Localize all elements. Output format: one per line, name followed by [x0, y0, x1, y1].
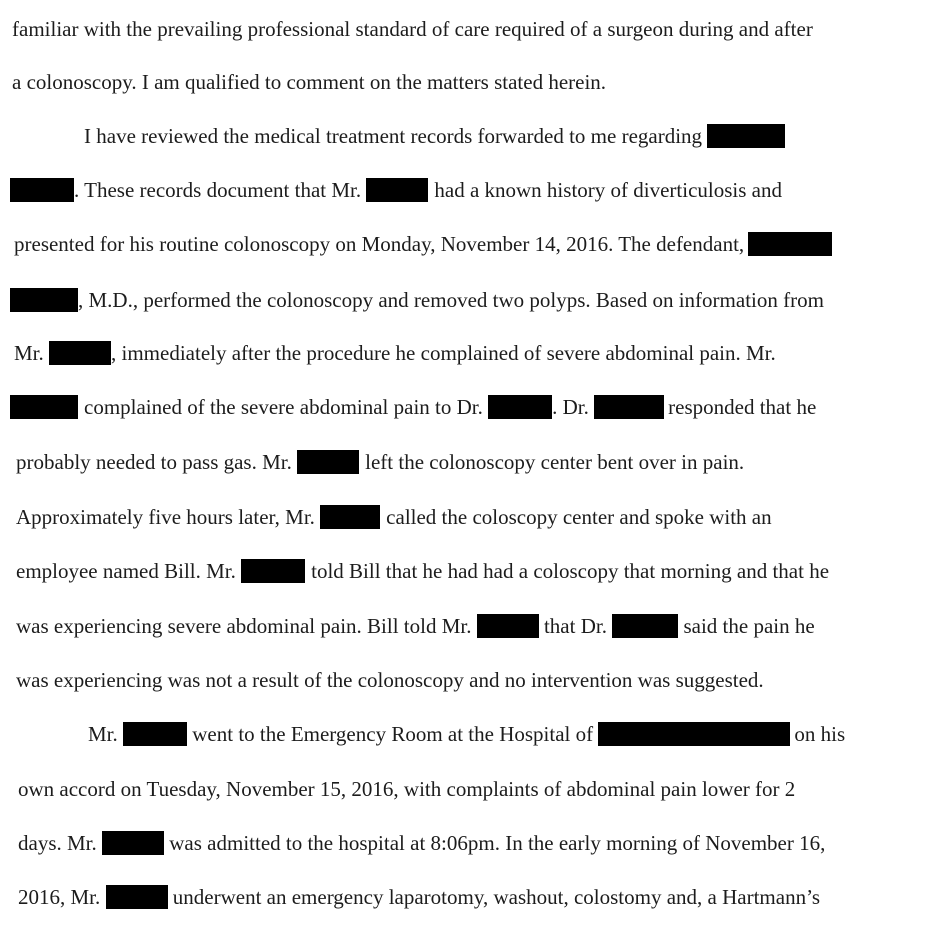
redaction-bar [612, 614, 678, 638]
text-segment: own accord on Tuesday, November 15, 2016, with complaints of abdominal pain lower for 2 [18, 777, 796, 802]
text-line [16, 447, 744, 473]
text-line [10, 175, 782, 201]
text-line [84, 121, 785, 147]
text-segment: , immediately after the procedure he complained of severe abdominal pain. Mr. [111, 341, 776, 366]
redaction-bar [598, 722, 790, 746]
text-segment: 2016, Mr. [18, 885, 106, 910]
text-line [18, 828, 825, 854]
text-segment: . Dr. [552, 395, 595, 420]
text-segment: . These records document that Mr. [74, 178, 367, 203]
redaction-bar [106, 885, 168, 909]
text-line [16, 611, 815, 637]
redaction-bar [10, 288, 78, 312]
redaction-bar [10, 395, 78, 419]
text-segment: that Dr. [538, 614, 613, 639]
redaction-bar [102, 831, 164, 855]
text-line [18, 882, 820, 908]
text-segment: , M.D., performed the colonoscopy and removed two polyps. Based on information from [78, 288, 824, 313]
text-segment: responded that he [668, 395, 817, 420]
redaction-bar [320, 505, 380, 529]
redaction-bar [594, 395, 664, 419]
text-segment: called the coloscopy center and spoke with an [386, 505, 772, 530]
text-segment: was admitted to the hospital at 8:06pm. In the early morning of November 16, [164, 831, 826, 856]
text-segment: familiar with the prevailing professional standard of care required of a surgeon during and after [12, 17, 813, 42]
text-line [12, 14, 813, 40]
text-line [10, 285, 824, 311]
text-segment: left the colonoscopy center bent over in pain. [365, 450, 745, 475]
text-segment: was experiencing severe abdominal pain. Bill told Mr. [16, 614, 477, 639]
text-segment: told Bill that he had had a coloscopy that morning and that he [311, 559, 830, 584]
text-line [18, 774, 795, 800]
text-line [16, 502, 772, 528]
text-segment: on his [794, 722, 846, 747]
redaction-bar [366, 178, 428, 202]
text-segment: underwent an emergency laparotomy, washout, colostomy and, a Hartmann’s [167, 885, 821, 910]
text-segment: Approximately five hours later, Mr. [16, 505, 321, 530]
redaction-bar [488, 395, 552, 419]
redaction-bar [477, 614, 539, 638]
text-segment: employee named Bill. Mr. [16, 559, 242, 584]
text-line [16, 665, 764, 691]
text-segment: presented for his routine colonoscopy on Monday, November 14, 2016. The defendant, [14, 232, 745, 257]
redaction-bar [49, 341, 111, 365]
text-line [12, 67, 606, 93]
text-segment: a colonoscopy. I am qualified to comment on the matters stated herein. [12, 70, 607, 95]
text-segment: had a known history of diverticulosis and [434, 178, 782, 203]
redaction-bar [707, 124, 785, 148]
text-segment: was experiencing was not a result of the colonoscopy and no intervention was suggested. [16, 668, 764, 693]
redaction-bar [123, 722, 187, 746]
text-segment: said the pain he [678, 614, 815, 639]
redaction-bar [297, 450, 359, 474]
text-line [88, 719, 845, 745]
text-segment: Mr. [88, 722, 124, 747]
redaction-bar [748, 232, 832, 256]
redaction-bar [10, 178, 74, 202]
text-segment: Mr. [14, 341, 50, 366]
text-line [14, 229, 832, 255]
redaction-bar [241, 559, 305, 583]
text-segment: probably needed to pass gas. Mr. [16, 450, 298, 475]
text-line [16, 556, 829, 582]
text-line [14, 338, 776, 364]
text-segment: I have reviewed the medical treatment records forwarded to me regarding [84, 124, 708, 149]
text-line [10, 392, 816, 418]
text-segment: days. Mr. [18, 831, 102, 856]
text-segment: complained of the severe abdominal pain to Dr. [84, 395, 489, 420]
text-segment: went to the Emergency Room at the Hospital of [187, 722, 599, 747]
